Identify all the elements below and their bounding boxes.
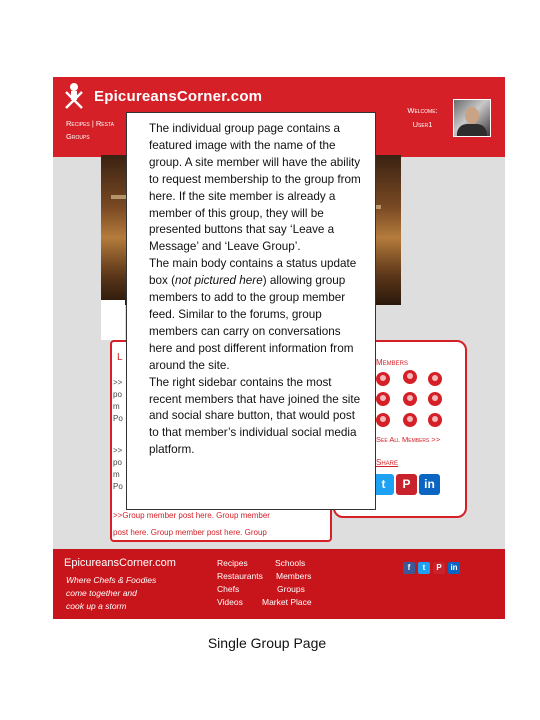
member-avatar-icon[interactable]	[403, 413, 417, 427]
post-line: post here. Group member post here. Group	[113, 528, 267, 537]
post-line: po	[113, 458, 122, 467]
user-avatar[interactable]	[453, 99, 491, 137]
post-line: Po	[113, 482, 123, 491]
member-avatar-icon[interactable]	[376, 372, 390, 386]
pinterest-icon[interactable]: P	[396, 474, 417, 495]
group-feed-title: L	[117, 352, 123, 363]
member-avatar-icon[interactable]	[376, 392, 390, 406]
welcome-label: Welcome:	[407, 106, 438, 115]
annotation-paragraph: The individual group page contains a featured image with the name of the group. A site member will have the ability to request membership to the group from here. If the site member is already a member of this group, they will be presented buttons that say ‘Leave a Message’ and ‘Leave Group’.	[149, 122, 361, 254]
site-title[interactable]: EpicureansCorner.com	[94, 88, 263, 105]
post-line: >>Group member post here. Group member	[113, 511, 270, 520]
members-title: Members	[376, 358, 409, 367]
footer-link-schools[interactable]: Schools	[275, 558, 306, 568]
member-avatar-icon[interactable]	[403, 370, 417, 384]
twitter-icon[interactable]: t	[418, 562, 430, 574]
group-name-panel	[101, 300, 125, 340]
post-line: m	[113, 402, 120, 411]
feed-post	[113, 507, 325, 541]
member-avatar-icon[interactable]	[428, 372, 442, 386]
nav-item-recipes-restaurants[interactable]: Recipes | Resta	[66, 119, 114, 128]
avatar-face	[465, 107, 479, 124]
chef-utensils-icon[interactable]	[62, 82, 86, 110]
slide-caption: Single Group Page	[207, 635, 327, 651]
footer-site-title[interactable]: EpicureansCorner.com	[64, 557, 176, 569]
linkedin-icon[interactable]: in	[448, 562, 460, 574]
footer-tagline: Where Chefs & Foodies come together and cook up a storm	[66, 575, 157, 611]
annotation-paragraph: The right sidebar contains the most recent members that have joined the site and social share button, that would post to that member’s individual social media platform.	[149, 375, 361, 457]
post-line: m	[113, 470, 120, 479]
member-avatar-icon[interactable]	[428, 392, 442, 406]
twitter-icon[interactable]: t	[373, 474, 394, 495]
post-marker: >>	[113, 378, 123, 387]
welcome-block	[395, 104, 450, 132]
main-nav	[66, 117, 114, 143]
share-title: Share	[376, 458, 399, 467]
footer-link-members[interactable]: Members	[276, 571, 312, 581]
footer-link-restaurants[interactable]: Restaurants	[217, 571, 263, 581]
post-marker: >>	[113, 446, 123, 455]
feed-post	[113, 445, 123, 493]
footer-link-market-place[interactable]: Market Place	[262, 597, 312, 607]
user-name-link[interactable]: User1	[412, 120, 433, 129]
member-avatar-icon[interactable]	[403, 392, 417, 406]
member-avatar-icon[interactable]	[428, 413, 442, 427]
annotation-paragraph: The main body contains a status update box (not pictured here) allowing group members to add to the group member feed. Similar to the forums, group members can carry on conversations here and post different information from around the site.	[149, 257, 357, 372]
member-avatar-icon[interactable]	[376, 413, 390, 427]
annotation-callout	[126, 112, 376, 510]
post-line: po	[113, 390, 122, 399]
footer-link-groups[interactable]: Groups	[277, 584, 305, 594]
pinterest-icon[interactable]: P	[433, 562, 445, 574]
linkedin-icon[interactable]: in	[419, 474, 440, 495]
avatar-shirt	[457, 124, 487, 137]
footer-link-chefs[interactable]: Chefs	[217, 584, 240, 594]
post-line: Po	[113, 414, 123, 423]
footer-link-recipes[interactable]: Recipes	[217, 558, 248, 568]
facebook-icon[interactable]: f	[403, 562, 415, 574]
nav-item-groups[interactable]: Groups	[66, 132, 90, 141]
footer-link-videos[interactable]: Videos	[217, 597, 243, 607]
feed-post	[113, 377, 123, 425]
see-all-members-link[interactable]: See All Members >>	[376, 435, 441, 444]
